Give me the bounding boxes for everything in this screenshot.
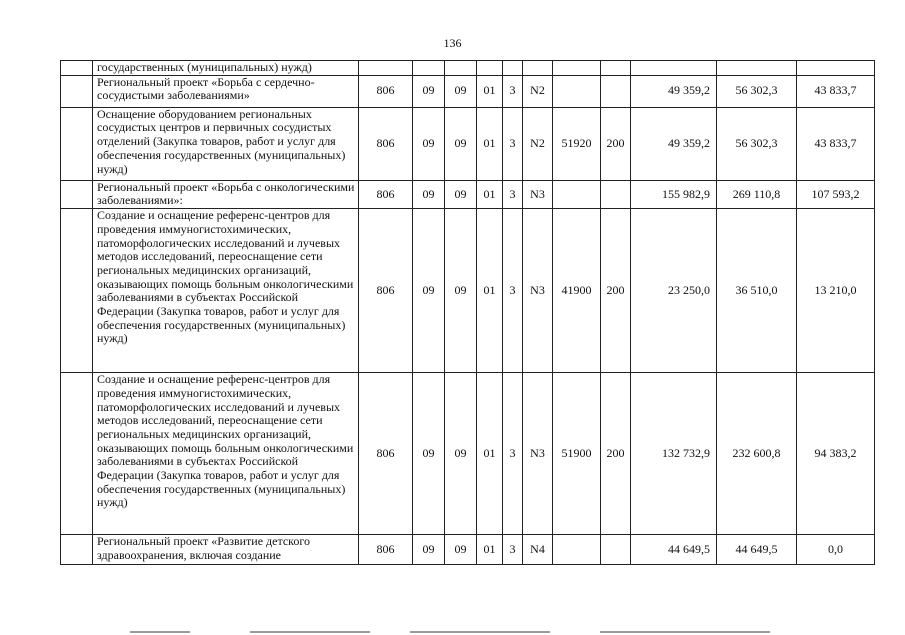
description-cell: Создание и оснащение референс-центров для проведения иммуногистохимических, патоморфологических исследований и лучевых методов исследований, переоснащение сети региональных медицинских организаций, оказывающих помощь больным онкологическими заболеваниями в субъектах Российской Федерации (Закупка товаров, работ и услуг для обеспечения государственных (муниципальных) нужд) [93, 209, 359, 373]
amount-cell: 23 250,0 [631, 209, 717, 373]
row-number-cell [61, 209, 93, 373]
row-number-cell [61, 180, 93, 208]
code-cell: 806 [359, 107, 413, 180]
code-cell [553, 61, 601, 76]
code-cell: 41900 [553, 209, 601, 373]
code-cell [503, 61, 523, 76]
code-cell: 51920 [553, 107, 601, 180]
amount-cell: 269 110,8 [717, 180, 797, 208]
code-cell: 3 [503, 180, 523, 208]
code-cell: 3 [503, 209, 523, 373]
amount-cell: 56 302,3 [717, 107, 797, 180]
amount-cell: 49 359,2 [631, 75, 717, 107]
code-cell: N2 [523, 107, 553, 180]
description-cell: Региональный проект «Борьба с онкологическими заболеваниями»: [93, 180, 359, 208]
code-cell: 3 [503, 373, 523, 535]
code-cell [601, 535, 631, 565]
amount-cell: 94 383,2 [797, 373, 875, 535]
code-cell [477, 61, 503, 76]
code-cell: 01 [477, 107, 503, 180]
code-cell: 3 [503, 75, 523, 107]
code-cell [445, 61, 477, 76]
table-row [61, 107, 875, 180]
table-row [61, 535, 875, 565]
amount-cell: 44 649,5 [631, 535, 717, 565]
amount-cell: 155 982,9 [631, 180, 717, 208]
amount-cell: 49 359,2 [631, 107, 717, 180]
code-cell: 806 [359, 75, 413, 107]
code-cell: 01 [477, 75, 503, 107]
code-cell: 01 [477, 180, 503, 208]
description-cell: Оснащение оборудованием региональных сосудистых центров и первичных сосудистых отделений (Закупка товаров, работ и услуг для обеспечения государственных (муниципальных) нужд) [93, 107, 359, 180]
amount-cell: 43 833,7 [797, 107, 875, 180]
code-cell: N3 [523, 180, 553, 208]
row-number-cell [61, 373, 93, 535]
code-cell: 3 [503, 107, 523, 180]
code-cell [553, 180, 601, 208]
table-row [61, 61, 875, 76]
code-cell: 09 [445, 209, 477, 373]
code-cell [553, 535, 601, 565]
budget-table [60, 60, 875, 565]
code-cell: 09 [413, 373, 445, 535]
row-number-cell [61, 535, 93, 565]
code-cell: N4 [523, 535, 553, 565]
code-cell: 09 [445, 373, 477, 535]
code-cell: N3 [523, 209, 553, 373]
row-number-cell [61, 75, 93, 107]
code-cell: 01 [477, 535, 503, 565]
amount-cell: 36 510,0 [717, 209, 797, 373]
code-cell: 01 [477, 209, 503, 373]
amount-cell [797, 61, 875, 76]
code-cell: 200 [601, 373, 631, 535]
code-cell [523, 61, 553, 76]
code-cell: 806 [359, 209, 413, 373]
amount-cell: 43 833,7 [797, 75, 875, 107]
code-cell: 09 [445, 535, 477, 565]
table-row [61, 209, 875, 373]
code-cell: 806 [359, 373, 413, 535]
code-cell: 3 [503, 535, 523, 565]
code-cell: 09 [413, 209, 445, 373]
amount-cell: 232 600,8 [717, 373, 797, 535]
code-cell [359, 61, 413, 76]
code-cell: 806 [359, 535, 413, 565]
amount-cell: 132 732,9 [631, 373, 717, 535]
amount-cell: 13 210,0 [797, 209, 875, 373]
code-cell: 09 [445, 180, 477, 208]
code-cell: 200 [601, 209, 631, 373]
table-row [61, 75, 875, 107]
code-cell [601, 180, 631, 208]
description-cell: Создание и оснащение референс-центров для проведения иммуногистохимических, патоморфологических исследований и лучевых методов исследований, переоснащение сети региональных медицинских организаций, оказывающих помощь больным онкологическими заболеваниями в субъектах Российской Федерации (Закупка товаров, работ и услуг для обеспечения государственных (муниципальных) нужд) [93, 373, 359, 535]
code-cell: 09 [413, 75, 445, 107]
code-cell: 09 [413, 107, 445, 180]
amount-cell [717, 61, 797, 76]
page-number: 136 [443, 36, 462, 50]
row-number-cell [61, 61, 93, 76]
code-cell: 09 [445, 107, 477, 180]
code-cell [553, 75, 601, 107]
description-cell: государственных (муниципальных) нужд) [93, 61, 359, 76]
code-cell: 806 [359, 180, 413, 208]
amount-cell: 0,0 [797, 535, 875, 565]
code-cell: 09 [413, 535, 445, 565]
table-row [61, 373, 875, 535]
amount-cell: 107 593,2 [797, 180, 875, 208]
row-number-cell [61, 107, 93, 180]
description-cell: Региональный проект «Борьба с сердечно-сосудистыми заболеваниями» [93, 75, 359, 107]
code-cell: 200 [601, 107, 631, 180]
code-cell [413, 61, 445, 76]
code-cell: 01 [477, 373, 503, 535]
code-cell: N3 [523, 373, 553, 535]
code-cell: 09 [445, 75, 477, 107]
code-cell [601, 75, 631, 107]
code-cell: 09 [413, 180, 445, 208]
table-row [61, 180, 875, 208]
scan-edge-marks [0, 628, 905, 635]
description-cell: Региональный проект «Развитие детского здравоохранения, включая создание [93, 535, 359, 565]
amount-cell [631, 61, 717, 76]
code-cell: 51900 [553, 373, 601, 535]
code-cell: N2 [523, 75, 553, 107]
amount-cell: 56 302,3 [717, 75, 797, 107]
code-cell [601, 61, 631, 76]
amount-cell: 44 649,5 [717, 535, 797, 565]
